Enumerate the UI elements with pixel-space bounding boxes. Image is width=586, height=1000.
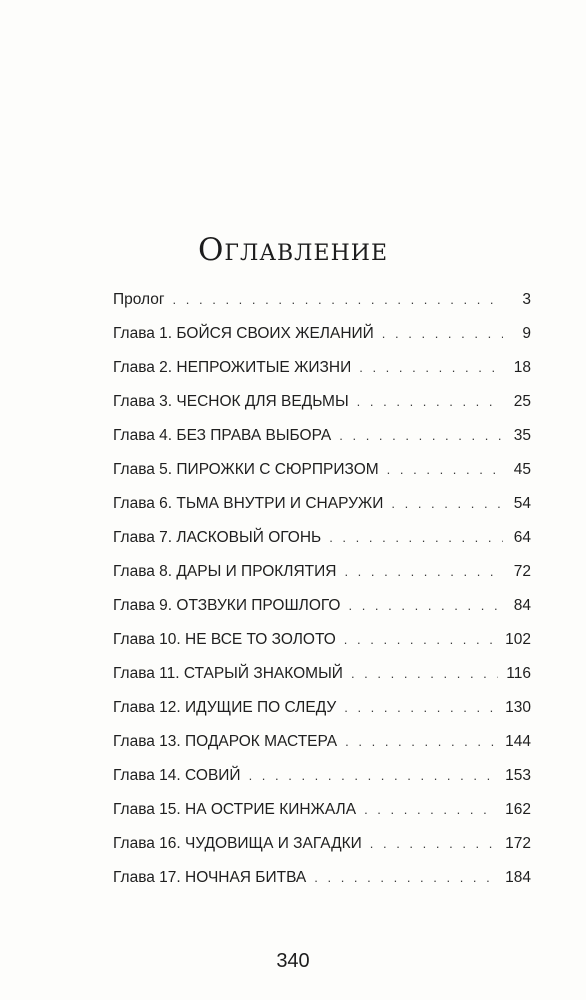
dot-leader bbox=[364, 793, 497, 827]
dot-leader bbox=[357, 385, 503, 419]
table-of-contents bbox=[113, 283, 531, 895]
toc-entry-label: Глава 12. ИДУЩИЕ ПО СЛЕДУ bbox=[113, 699, 337, 716]
toc-entry-page: 130 bbox=[505, 699, 531, 716]
toc-entry-label: Глава 1. БОЙСЯ СВОИХ ЖЕЛАНИЙ bbox=[113, 325, 374, 342]
toc-entry-page: 144 bbox=[505, 733, 531, 750]
toc-entry-label: Глава 9. ОТЗВУКИ ПРОШЛОГО bbox=[113, 597, 341, 614]
toc-entry-label: Глава 11. СТАРЫЙ ЗНАКОМЫЙ bbox=[113, 665, 343, 682]
dot-leader bbox=[344, 623, 497, 657]
toc-entry-page: 54 bbox=[513, 495, 531, 512]
toc-entry-label: Глава 3. ЧЕСНОК ДЛЯ ВЕДЬМЫ bbox=[113, 393, 349, 410]
toc-entry[interactable] bbox=[113, 691, 531, 725]
dot-leader bbox=[382, 317, 503, 351]
toc-entry-page: 45 bbox=[513, 461, 531, 478]
dot-leader bbox=[391, 487, 503, 521]
toc-entry-page: 64 bbox=[513, 529, 531, 546]
toc-entry-page: 116 bbox=[506, 665, 531, 682]
dot-leader bbox=[387, 453, 503, 487]
toc-entry-page: 102 bbox=[505, 631, 531, 648]
toc-entry[interactable] bbox=[113, 487, 531, 521]
toc-entry-label: Глава 17. НОЧНАЯ БИТВА bbox=[113, 869, 307, 886]
dot-leader bbox=[339, 419, 503, 453]
toc-entry-page: 35 bbox=[513, 427, 531, 444]
toc-entry-label: Глава 6. ТЬМА ВНУТРИ И СНАРУЖИ bbox=[113, 495, 384, 512]
dot-leader bbox=[344, 691, 497, 725]
toc-entry-page: 9 bbox=[522, 325, 531, 342]
dot-leader bbox=[249, 759, 498, 793]
dot-leader bbox=[370, 827, 497, 861]
toc-entry-label: Пролог bbox=[113, 291, 165, 308]
dot-leader bbox=[348, 589, 503, 623]
toc-entry[interactable] bbox=[113, 555, 531, 589]
toc-entry[interactable] bbox=[113, 793, 531, 827]
toc-entry-page: 84 bbox=[513, 597, 531, 614]
toc-entry-label: Глава 7. ЛАСКОВЫЙ ОГОНЬ bbox=[113, 529, 322, 546]
toc-title: Оглавление bbox=[197, 232, 389, 268]
toc-entry[interactable] bbox=[113, 351, 531, 385]
toc-entry-page: 25 bbox=[513, 393, 531, 410]
toc-entry[interactable] bbox=[113, 861, 531, 895]
toc-entry-page: 3 bbox=[522, 291, 531, 308]
toc-entry[interactable] bbox=[113, 453, 531, 487]
toc-entry-label: Глава 10. НЕ ВСЕ ТО ЗОЛОТО bbox=[113, 631, 336, 648]
toc-entry-label: Глава 15. НА ОСТРИЕ КИНЖАЛА bbox=[113, 801, 357, 818]
toc-entry-page: 18 bbox=[513, 359, 531, 376]
toc-entry-label: Глава 14. СОВИЙ bbox=[113, 767, 241, 784]
dot-leader bbox=[329, 521, 503, 555]
toc-entry[interactable] bbox=[113, 385, 531, 419]
dot-leader bbox=[173, 283, 503, 317]
toc-entry-page: 162 bbox=[505, 801, 531, 818]
toc-entry-label: Глава 13. ПОДАРОК МАСТЕРА bbox=[113, 733, 338, 750]
toc-entry[interactable] bbox=[113, 827, 531, 861]
toc-entry[interactable] bbox=[113, 589, 531, 623]
dot-leader bbox=[359, 351, 503, 385]
toc-entry-label: Глава 8. ДАРЫ И ПРОКЛЯТИЯ bbox=[113, 563, 337, 580]
toc-entry[interactable] bbox=[113, 759, 531, 793]
toc-entry[interactable] bbox=[113, 521, 531, 555]
toc-entry[interactable] bbox=[113, 657, 531, 691]
dot-leader bbox=[345, 725, 497, 759]
toc-entry-label: Глава 4. БЕЗ ПРАВА ВЫБОРА bbox=[113, 427, 332, 444]
toc-entry-page: 72 bbox=[513, 563, 531, 580]
toc-entry[interactable] bbox=[113, 317, 531, 351]
toc-entry-page: 153 bbox=[505, 767, 531, 784]
toc-entry-label: Глава 2. НЕПРОЖИТЫЕ ЖИЗНИ bbox=[113, 359, 352, 376]
page-number: 340 bbox=[276, 950, 310, 972]
dot-leader bbox=[351, 657, 498, 691]
toc-entry-page: 184 bbox=[505, 869, 531, 886]
toc-entry[interactable] bbox=[113, 623, 531, 657]
toc-entry-label: Глава 5. ПИРОЖКИ С СЮРПРИЗОМ bbox=[113, 461, 379, 478]
dot-leader bbox=[344, 555, 503, 589]
toc-entry[interactable] bbox=[113, 725, 531, 759]
toc-entry-label: Глава 16. ЧУДОВИЩА И ЗАГАДКИ bbox=[113, 835, 362, 852]
dot-leader bbox=[314, 861, 497, 895]
toc-entry[interactable] bbox=[113, 283, 531, 317]
toc-entry[interactable] bbox=[113, 419, 531, 453]
toc-entry-page: 172 bbox=[505, 835, 531, 852]
